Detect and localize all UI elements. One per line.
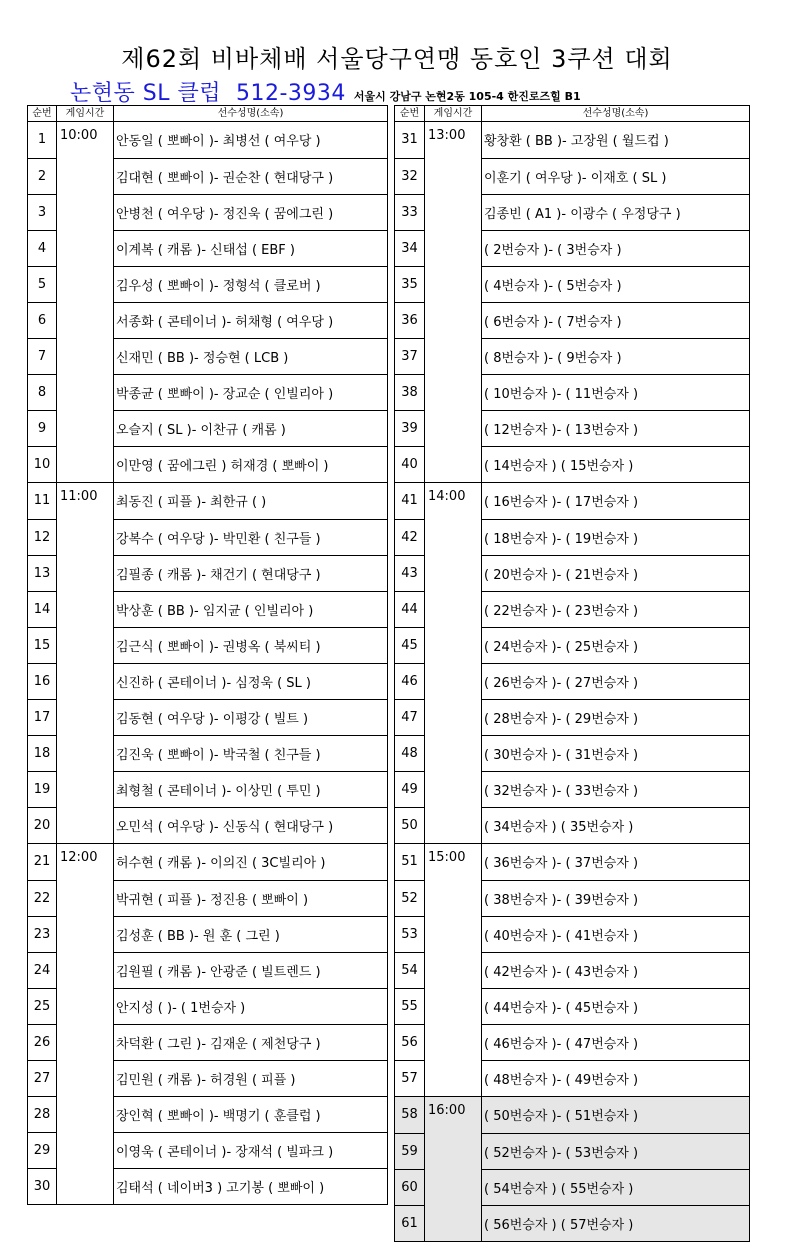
game-time [425,158,482,194]
game-time [57,663,114,699]
match-players: 김성훈 ( BB )- 원 훈 ( 그린 ) [114,916,388,952]
game-time [425,591,482,627]
match-players: 최형철 ( 콘테이너 )- 이상민 ( 투민 ) [114,771,388,807]
table-row [395,266,750,302]
table-row [28,844,388,881]
row-number: 24 [28,952,57,988]
match-players: 신진하 ( 콘테이너 )- 심정욱 ( SL ) [114,663,388,699]
row-number: 44 [395,591,425,627]
table-row [395,446,750,483]
match-players: ( 24번승자 )- ( 25번승자 ) [482,627,750,663]
table-row [395,158,750,194]
match-players: 김필종 ( 캐롬 )- 채건기 ( 현대당구 ) [114,555,388,591]
match-players: ( 52번승자 )- ( 53번승자 ) [482,1133,750,1169]
row-number: 59 [395,1133,425,1169]
game-time [57,158,114,194]
game-time [425,338,482,374]
row-number: 39 [395,410,425,446]
table-row [28,483,388,520]
table-row [28,627,388,663]
game-time [425,230,482,266]
match-players: 허수현 ( 캐롬 )- 이의진 ( 3C빌리아 ) [114,844,388,881]
row-number: 31 [395,122,425,159]
match-players: 안병천 ( 여우당 )- 정진욱 ( 꿈에그린 ) [114,194,388,230]
row-number: 49 [395,771,425,807]
game-time [57,519,114,555]
match-players: ( 8번승자 )- ( 9번승자 ) [482,338,750,374]
match-players: ( 10번승자 )- ( 11번승자 ) [482,374,750,410]
match-players: 신재민 ( BB )- 정승현 ( LCB ) [114,338,388,374]
row-number: 42 [395,519,425,555]
row-number: 27 [28,1060,57,1096]
row-number: 60 [395,1169,425,1205]
row-number: 25 [28,988,57,1024]
game-time [57,1096,114,1132]
table-row [28,1060,388,1096]
game-time [425,663,482,699]
match-players: ( 56번승자 ) ( 57번승자 ) [482,1205,750,1242]
game-time: 11:00 [57,483,114,520]
match-players: ( 40번승자 )- ( 41번승자 ) [482,916,750,952]
table-row [28,591,388,627]
row-number: 33 [395,194,425,230]
header-time: 게임시간 [57,106,114,122]
table-row [28,410,388,446]
row-number: 15 [28,627,57,663]
match-players: ( 16번승자 )- ( 17번승자 ) [482,483,750,520]
game-time [425,374,482,410]
table-row [28,1096,388,1132]
row-number: 8 [28,374,57,410]
row-number: 18 [28,735,57,771]
game-time: 13:00 [425,122,482,159]
table-row [28,338,388,374]
match-players: 차덕환 ( 그린 )- 김재운 ( 제천당구 ) [114,1024,388,1060]
table-row [28,916,388,952]
table-row [395,663,750,699]
row-number: 22 [28,880,57,916]
game-time [425,446,482,483]
game-time [57,807,114,844]
row-number: 55 [395,988,425,1024]
table-row [395,374,750,410]
match-players: ( 34번승자 ) ( 35번승자 ) [482,807,750,844]
table-row [28,1168,388,1205]
match-players: ( 28번승자 )- ( 29번승자 ) [482,699,750,735]
table-row [395,880,750,916]
header-players: 선수성명(소속) [482,106,750,122]
match-players: 박종균 ( 뽀빠이 )- 장교순 ( 인빌리아 ) [114,374,388,410]
row-number: 12 [28,519,57,555]
row-number: 34 [395,230,425,266]
row-number: 57 [395,1060,425,1097]
match-players: 박귀현 ( 피플 )- 정진용 ( 뽀빠이 ) [114,880,388,916]
header-players: 선수성명(소속) [114,106,388,122]
match-players: 서종화 ( 콘테이너 )- 허채형 ( 여우당 ) [114,302,388,338]
table-row [395,122,750,159]
game-time [425,1169,482,1205]
match-players: 김민원 ( 캐롬 )- 허경원 ( 피플 ) [114,1060,388,1096]
table-row [395,302,750,338]
table-row [28,519,388,555]
game-time [57,338,114,374]
table-row [28,699,388,735]
match-players: 김동현 ( 여우당 )- 이평강 ( 빌트 ) [114,699,388,735]
row-number: 32 [395,158,425,194]
game-time [425,916,482,952]
match-players: ( 20번승자 )- ( 21번승자 ) [482,555,750,591]
table-row [395,1097,750,1134]
table-row [395,916,750,952]
match-players: ( 12번승자 )- ( 13번승자 ) [482,410,750,446]
table-row [395,555,750,591]
row-number: 54 [395,952,425,988]
row-number: 45 [395,627,425,663]
match-players: ( 18번승자 )- ( 19번승자 ) [482,519,750,555]
row-number: 52 [395,880,425,916]
match-players: 김진욱 ( 뽀빠이 )- 박국철 ( 친구들 ) [114,735,388,771]
row-number: 56 [395,1024,425,1060]
match-players: 김대현 ( 뽀빠이 )- 권순찬 ( 현대당구 ) [114,158,388,194]
row-number: 30 [28,1168,57,1205]
game-time [425,988,482,1024]
game-time [425,952,482,988]
header-time: 게임시간 [425,106,482,122]
match-players: 이훈기 ( 여우당 )- 이재호 ( SL ) [482,158,750,194]
game-time [425,194,482,230]
row-number: 23 [28,916,57,952]
row-number: 53 [395,916,425,952]
match-players: 김원필 ( 캐롬 )- 안광준 ( 빌트렌드 ) [114,952,388,988]
game-time [57,952,114,988]
table-row [395,699,750,735]
table-row [395,194,750,230]
table-row [28,446,388,483]
row-number: 10 [28,446,57,483]
table-row [28,555,388,591]
row-number: 36 [395,302,425,338]
game-time [57,230,114,266]
row-number: 6 [28,302,57,338]
table-row [395,591,750,627]
row-number: 28 [28,1096,57,1132]
row-number: 35 [395,266,425,302]
game-time [425,266,482,302]
match-players: 이계복 ( 캐롬 )- 신태섭 ( EBF ) [114,230,388,266]
row-number: 61 [395,1205,425,1242]
game-time [57,1060,114,1096]
match-players: ( 30번승자 )- ( 31번승자 ) [482,735,750,771]
game-time [425,880,482,916]
table-row [395,771,750,807]
game-time [57,410,114,446]
table-row [395,1024,750,1060]
game-time [57,591,114,627]
club-line [70,76,581,106]
row-number: 58 [395,1097,425,1134]
row-number: 13 [28,555,57,591]
table-row [395,1060,750,1097]
match-players: ( 48번승자 )- ( 49번승자 ) [482,1060,750,1097]
table-row [395,1169,750,1205]
row-number: 11 [28,483,57,520]
table-row [28,266,388,302]
game-time: 15:00 [425,844,482,881]
match-players: 강복수 ( 여우당 )- 박민환 ( 친구들 ) [114,519,388,555]
game-time: 16:00 [425,1097,482,1134]
game-time [57,555,114,591]
match-players: ( 14번승자 ) ( 15번승자 ) [482,446,750,483]
schedule-table-right [394,105,750,1242]
game-time [57,735,114,771]
match-players: 김태석 ( 네이버3 ) 고기봉 ( 뽀빠이 ) [114,1168,388,1205]
table-row [28,880,388,916]
table-row [28,374,388,410]
match-players: ( 38번승자 )- ( 39번승자 ) [482,880,750,916]
table-row [28,988,388,1024]
game-time [425,735,482,771]
game-time [57,1168,114,1205]
match-players: ( 54번승자 ) ( 55번승자 ) [482,1169,750,1205]
game-time [425,699,482,735]
table-row [395,735,750,771]
game-time: 12:00 [57,844,114,881]
row-number: 14 [28,591,57,627]
match-players: ( 26번승자 )- ( 27번승자 ) [482,663,750,699]
table-row [395,844,750,881]
table-row [28,1132,388,1168]
game-time [425,1133,482,1169]
table-row [28,194,388,230]
table-row [28,735,388,771]
match-players: 김근식 ( 뽀빠이 )- 권병옥 ( 북씨티 ) [114,627,388,663]
club-name-phone: 논현동 SL 클럽 512-3934 [70,81,346,106]
header-num: 순번 [395,106,425,122]
table-row [395,483,750,520]
match-players: 이영욱 ( 콘테이너 )- 장재석 ( 빌파크 ) [114,1132,388,1168]
game-time [425,627,482,663]
match-players: 황창환 ( BB )- 고장원 ( 월드컵 ) [482,122,750,159]
row-number: 20 [28,807,57,844]
game-time: 10:00 [57,122,114,159]
row-number: 50 [395,807,425,844]
table-row [28,122,388,159]
row-number: 21 [28,844,57,881]
table-row [28,771,388,807]
match-players: ( 36번승자 )- ( 37번승자 ) [482,844,750,881]
row-number: 1 [28,122,57,159]
row-number: 37 [395,338,425,374]
row-number: 48 [395,735,425,771]
game-time [425,1060,482,1097]
table-row [28,807,388,844]
table-row [395,988,750,1024]
club-address: 서울시 강남구 논현2동 105-4 한진로즈힐 B1 [353,90,581,103]
table-row [395,338,750,374]
game-time [57,1132,114,1168]
row-number: 46 [395,663,425,699]
match-players: ( 32번승자 )- ( 33번승자 ) [482,771,750,807]
game-time [425,1205,482,1242]
match-players: 이만영 ( 꿈에그린 ) 허재경 ( 뽀빠이 ) [114,446,388,483]
table-row [28,230,388,266]
game-time [425,807,482,844]
game-time [425,555,482,591]
row-number: 9 [28,410,57,446]
match-players: ( 4번승자 )- ( 5번승자 ) [482,266,750,302]
match-players: ( 46번승자 )- ( 47번승자 ) [482,1024,750,1060]
game-time [57,374,114,410]
game-time [57,1024,114,1060]
row-number: 5 [28,266,57,302]
table-row [395,627,750,663]
game-time [57,771,114,807]
match-players: 김종빈 ( A1 )- 이광수 ( 우정당구 ) [482,194,750,230]
row-number: 41 [395,483,425,520]
row-number: 16 [28,663,57,699]
row-number: 2 [28,158,57,194]
table-row [395,807,750,844]
row-number: 26 [28,1024,57,1060]
game-time [57,266,114,302]
game-time [425,302,482,338]
row-number: 51 [395,844,425,881]
match-players: 김우성 ( 뽀빠이 )- 정형석 ( 클로버 ) [114,266,388,302]
table-row [28,663,388,699]
row-number: 3 [28,194,57,230]
match-players: 장인혁 ( 뽀빠이 )- 백명기 ( 훈클럽 ) [114,1096,388,1132]
row-number: 7 [28,338,57,374]
table-row [28,302,388,338]
row-number: 43 [395,555,425,591]
match-players: ( 6번승자 )- ( 7번승자 ) [482,302,750,338]
game-time [57,880,114,916]
game-time [57,194,114,230]
match-players: ( 50번승자 )- ( 51번승자 ) [482,1097,750,1134]
table-row [395,519,750,555]
row-number: 40 [395,446,425,483]
table-row [395,410,750,446]
match-players: 박상훈 ( BB )- 임지균 ( 인빌리아 ) [114,591,388,627]
match-players: 안동일 ( 뽀빠이 )- 최병선 ( 여우당 ) [114,122,388,159]
match-players: ( 44번승자 )- ( 45번승자 ) [482,988,750,1024]
game-time [425,771,482,807]
match-players: 최동진 ( 피플 )- 최한규 ( ) [114,483,388,520]
row-number: 17 [28,699,57,735]
table-row [28,1024,388,1060]
match-players: ( 42번승자 )- ( 43번승자 ) [482,952,750,988]
table-row [395,1205,750,1242]
game-time [425,410,482,446]
match-players: ( 2번승자 )- ( 3번승자 ) [482,230,750,266]
header-num: 순번 [28,106,57,122]
table-row [28,952,388,988]
game-time [57,699,114,735]
table-row [395,230,750,266]
row-number: 47 [395,699,425,735]
table-row [395,1133,750,1169]
table-row [395,952,750,988]
game-time [425,1024,482,1060]
table-row [28,158,388,194]
game-time: 14:00 [425,483,482,520]
match-players: 안지성 ( )- ( 1번승자 ) [114,988,388,1024]
row-number: 29 [28,1132,57,1168]
match-players: 오민석 ( 여우당 )- 신동식 ( 현대당구 ) [114,807,388,844]
match-players: ( 22번승자 )- ( 23번승자 ) [482,591,750,627]
game-time [425,519,482,555]
game-time [57,988,114,1024]
schedule-table-left [27,105,388,1205]
row-number: 19 [28,771,57,807]
match-players: 오슬지 ( SL )- 이찬규 ( 캐롬 ) [114,410,388,446]
page-title: 제62회 비바체배 서울당구연맹 동호인 3쿠션 대회 [121,45,673,73]
game-time [57,916,114,952]
game-time [57,627,114,663]
game-time [57,446,114,483]
row-number: 38 [395,374,425,410]
row-number: 4 [28,230,57,266]
game-time [57,302,114,338]
